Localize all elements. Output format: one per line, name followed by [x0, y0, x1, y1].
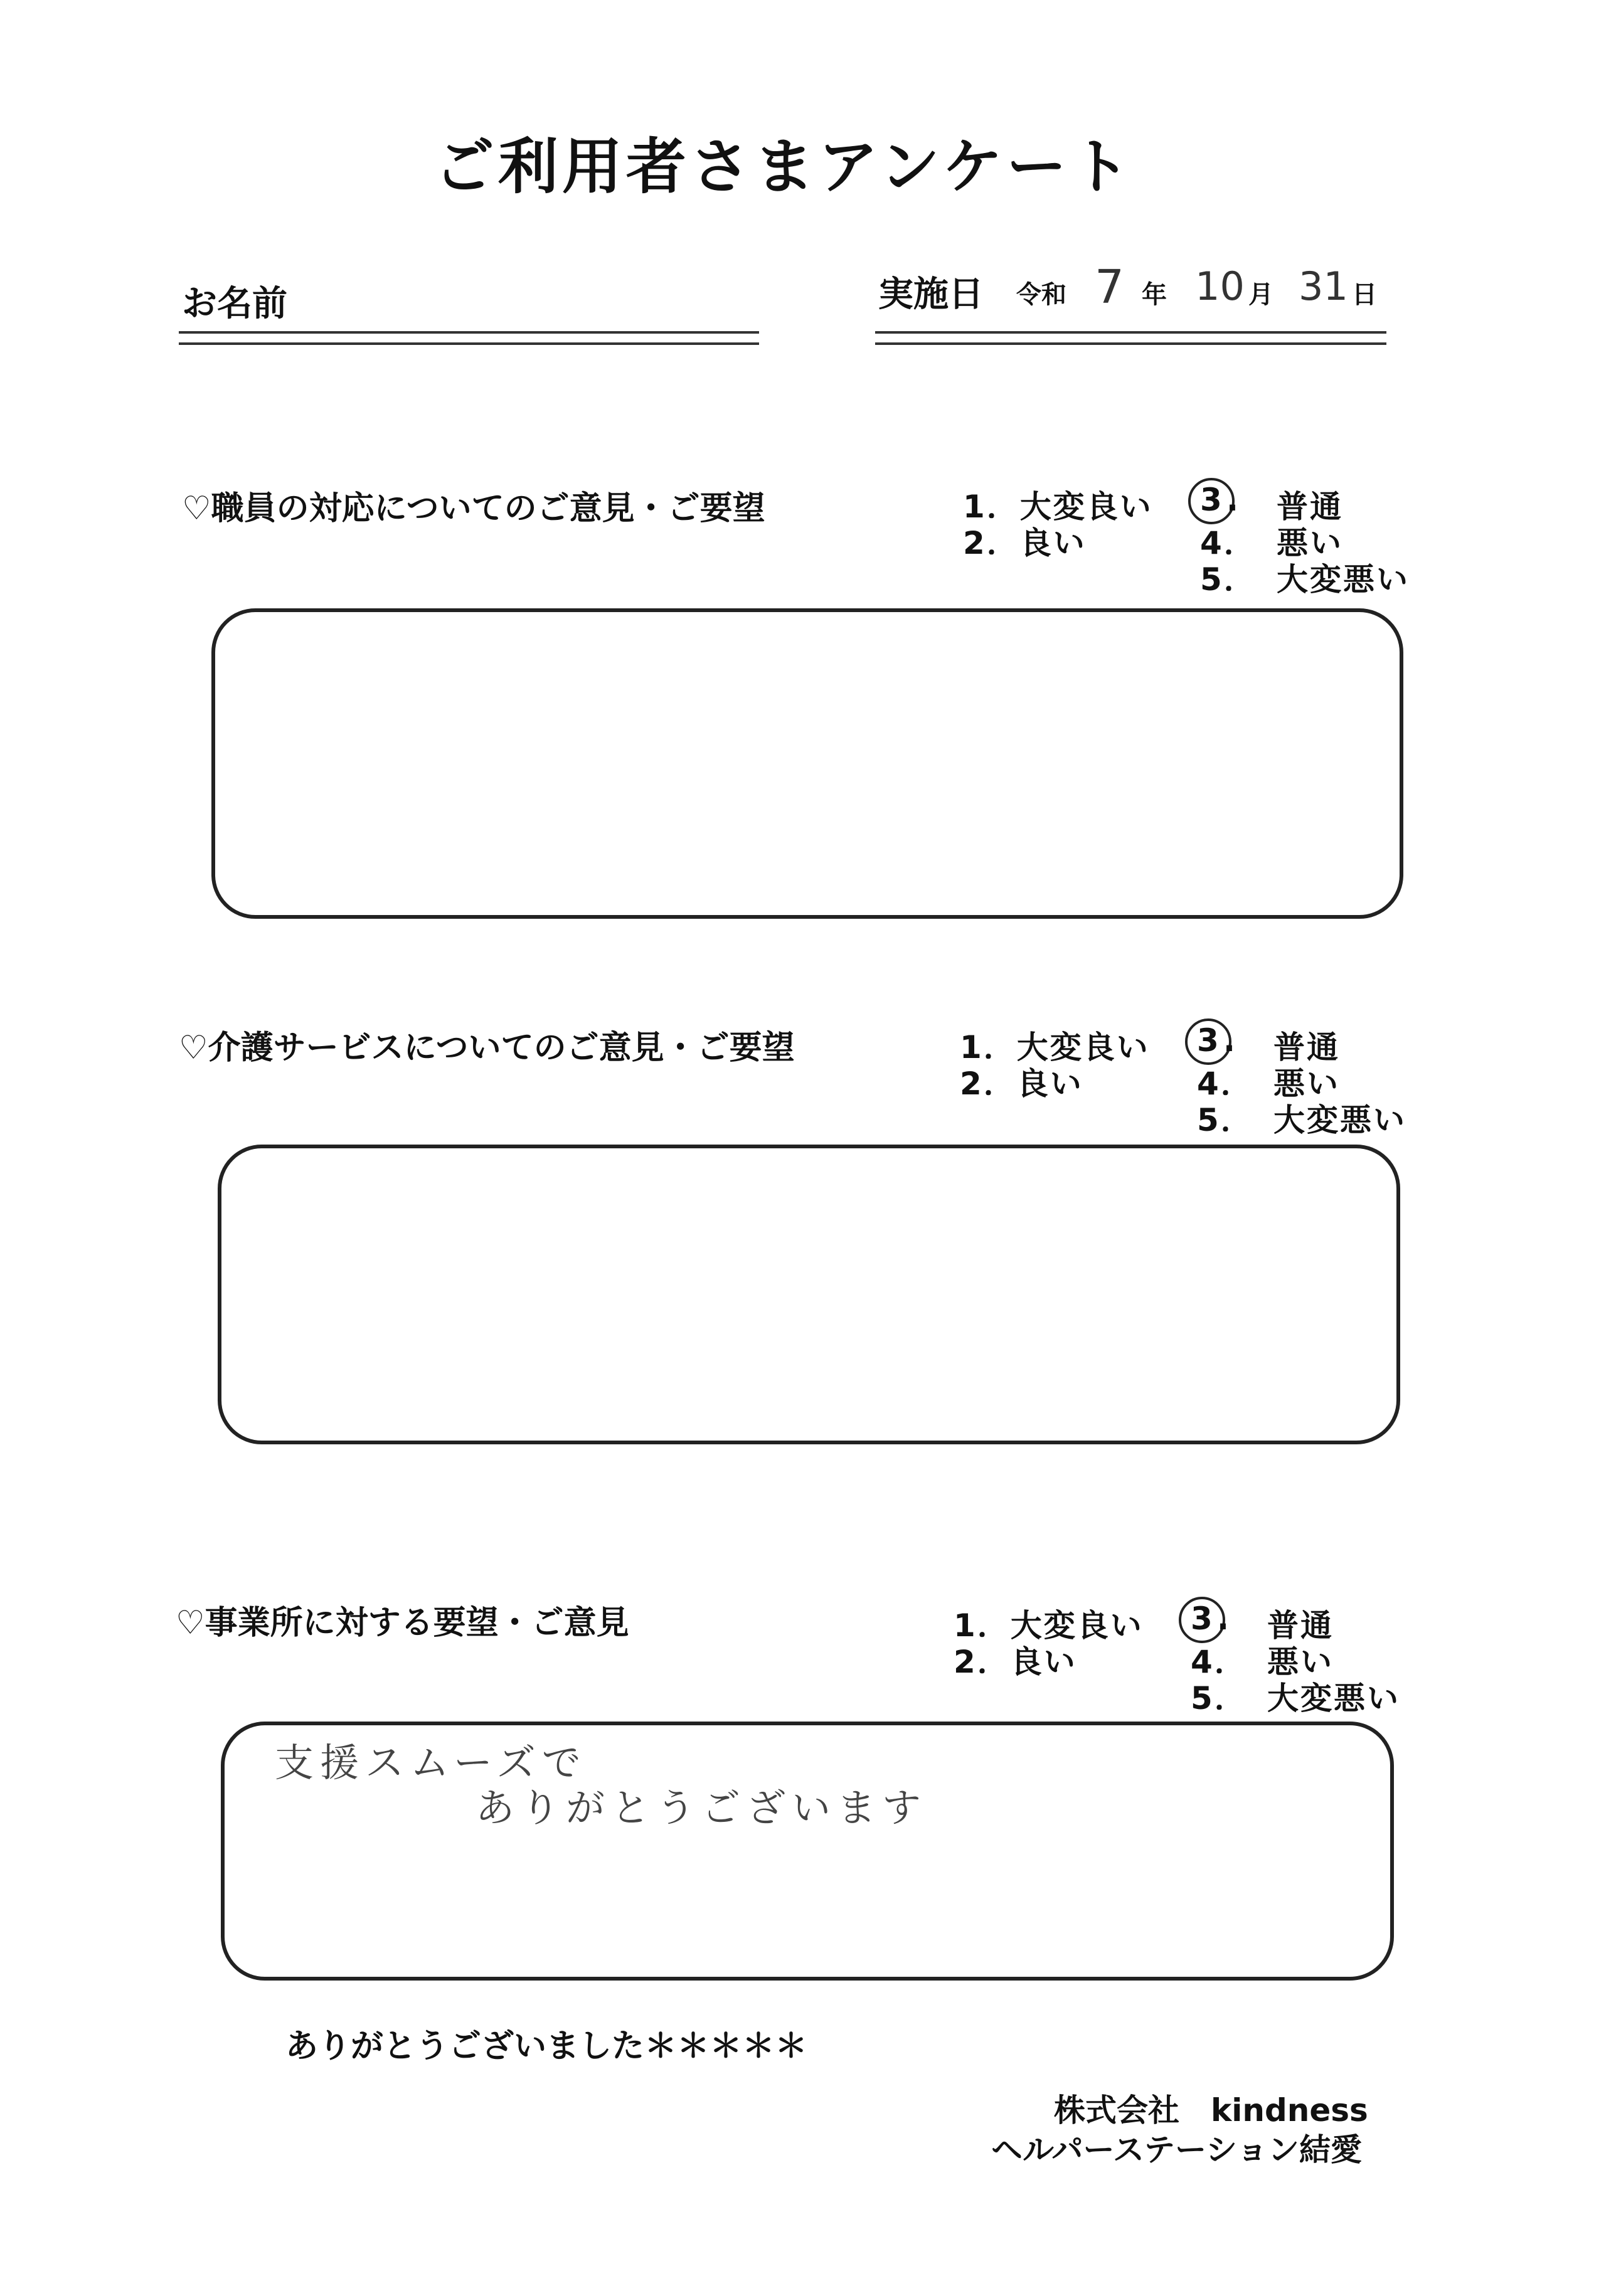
section3-comment-line1: 支援スムーズで	[275, 1740, 587, 1785]
date-underline	[875, 331, 1386, 345]
section1-comment-box[interactable]	[211, 608, 1403, 919]
section2-comment-box[interactable]	[218, 1145, 1400, 1444]
rating-option-5-label[interactable]: 大変悪い	[1267, 1680, 1400, 1717]
rating-option-4-number[interactable]: 4．	[1200, 525, 1257, 561]
section3-heading: ♡事業所に対する要望・ご意見	[176, 1604, 629, 1642]
date-label: 実施日	[878, 274, 984, 315]
rating-option-2[interactable]: 2．良い	[954, 1644, 1077, 1680]
rating-option-4-label[interactable]: 悪い	[1277, 525, 1343, 561]
section2-heading: ♡介護サービスについてのご意見・ご要望	[179, 1029, 795, 1067]
section3-comment-line2: ありがとうございます	[476, 1785, 928, 1831]
rating-option-4-label[interactable]: 悪い	[1273, 1066, 1340, 1102]
thank-you-message: ありがとうございました＊＊＊＊＊	[285, 2028, 808, 2065]
name-label: お名前	[182, 283, 287, 324]
rating-option-2[interactable]: 2．良い	[960, 1066, 1083, 1102]
rating-option-3-number[interactable]: 3	[1191, 1600, 1215, 1637]
year-unit: 年	[1142, 280, 1167, 309]
rating-option-3-dot: .	[1226, 482, 1240, 518]
era-label: 令和	[1016, 280, 1066, 309]
rating-option-1[interactable]: 1．大変良い	[963, 489, 1153, 525]
rating-option-5-number[interactable]: 5．	[1197, 1102, 1254, 1138]
name-underline	[179, 331, 759, 345]
page-title: ご利用者さまアンケート	[433, 132, 1135, 202]
rating-option-2[interactable]: 2．良い	[963, 525, 1087, 561]
rating-option-5-number[interactable]: 5．	[1200, 561, 1257, 598]
rating-option-4-number[interactable]: 4．	[1197, 1066, 1254, 1102]
station-name: ヘルパーステーション結愛	[991, 2132, 1362, 2168]
rating-option-3-number[interactable]: 3	[1200, 482, 1224, 518]
section1-heading: ♡職員の対応についてのご意見・ご要望	[182, 490, 765, 527]
rating-option-1[interactable]: 1．大変良い	[960, 1029, 1150, 1066]
rating-option-5-label[interactable]: 大変悪い	[1273, 1102, 1406, 1138]
rating-option-4-number[interactable]: 4．	[1191, 1644, 1248, 1680]
rating-option-3-label[interactable]: 普通	[1267, 1607, 1334, 1644]
company-name: 株式会社 kindness	[1054, 2092, 1368, 2129]
rating-option-4-label[interactable]: 悪い	[1267, 1644, 1334, 1680]
day-unit: 日	[1352, 280, 1377, 309]
rating-option-3-label[interactable]: 普通	[1273, 1029, 1340, 1066]
rating-option-5-label[interactable]: 大変悪い	[1277, 561, 1410, 598]
rating-option-3-dot: .	[1223, 1022, 1237, 1059]
rating-option-3-dot: .	[1217, 1600, 1231, 1637]
rating-option-1[interactable]: 1．大変良い	[954, 1607, 1144, 1644]
rating-option-5-number[interactable]: 5．	[1191, 1680, 1248, 1717]
day-value[interactable]: 31	[1299, 263, 1348, 309]
rating-option-3-number[interactable]: 3	[1197, 1022, 1221, 1059]
year-value[interactable]: 7	[1095, 260, 1125, 314]
month-unit: 月	[1248, 280, 1273, 309]
section3-comment-box[interactable]	[221, 1722, 1394, 1981]
month-value[interactable]: 10	[1195, 263, 1245, 309]
rating-option-3-label[interactable]: 普通	[1277, 489, 1343, 525]
